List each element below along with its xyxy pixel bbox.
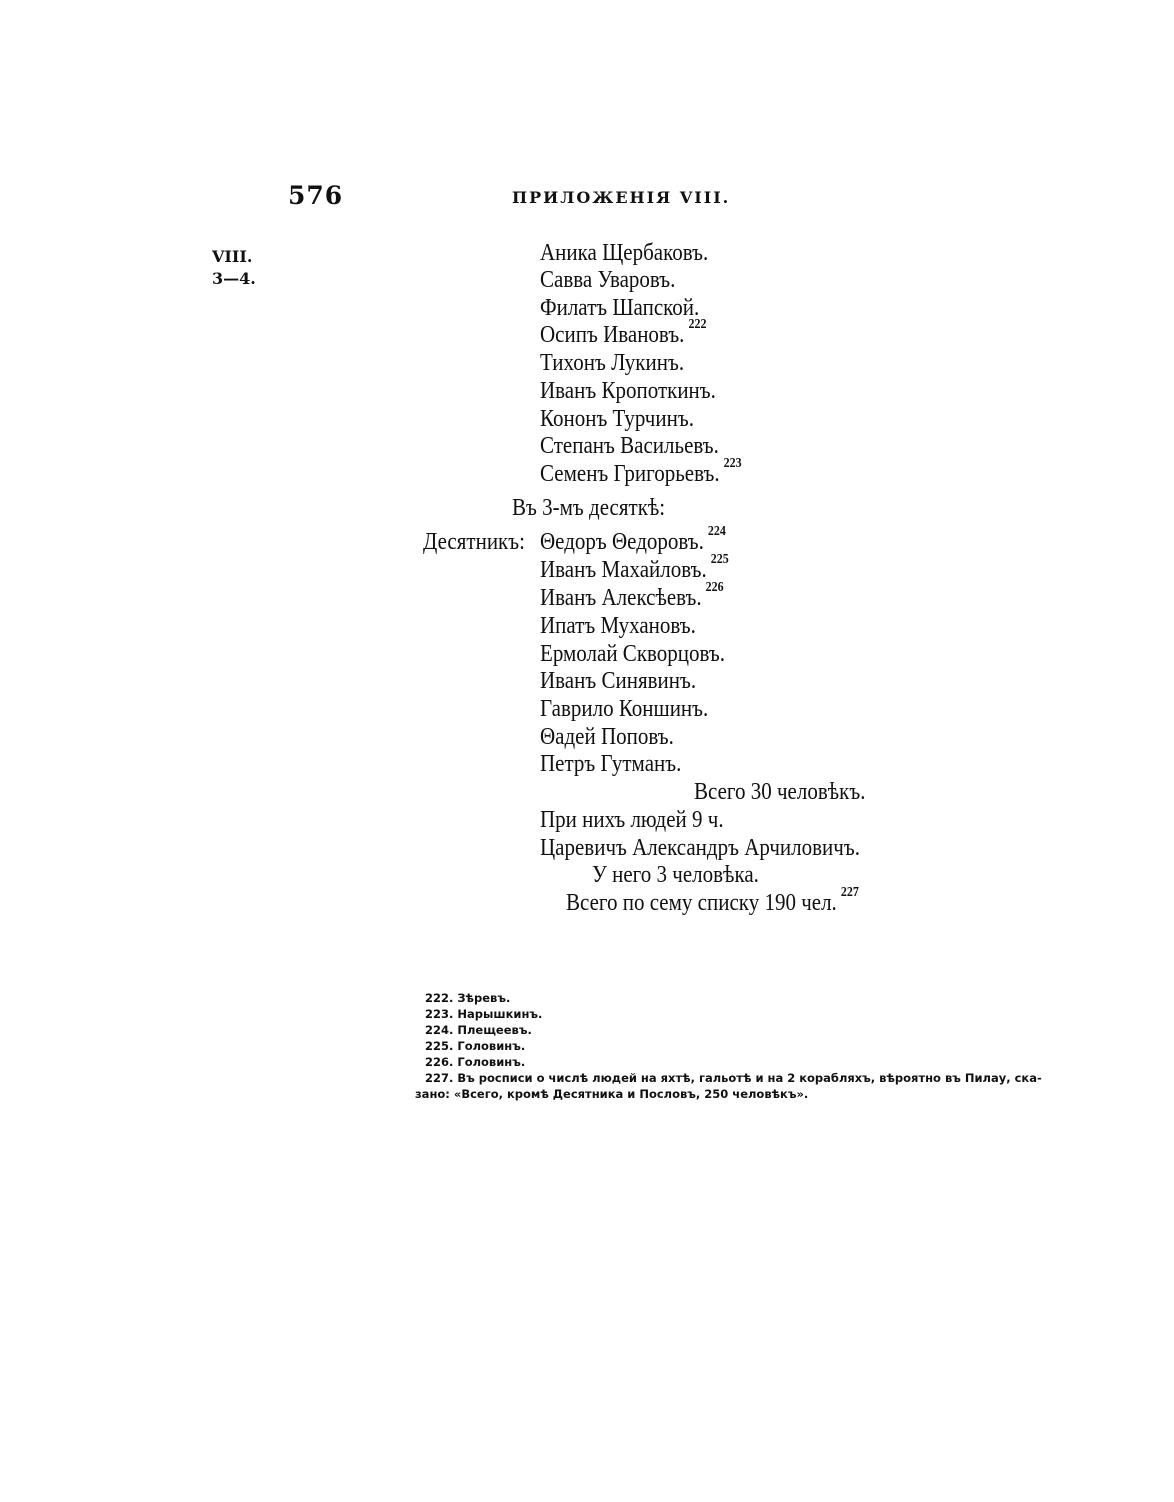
footnote-ref: 223 [723,454,742,471]
roster-name: Иванъ Кропоткинъ. [540,376,716,404]
footnotes [415,990,1042,1102]
footnote: 227. Въ росписи о числѣ людей на яхтѣ, гальотѣ и на 2 корабляхъ, вѣроятно въ Пилау, ска- [425,1071,1042,1085]
margin-note-line: VIII. [212,247,253,266]
footnote-ref: 226 [705,578,724,595]
roster-name: Кононъ Турчинъ. [540,404,694,432]
footnote: 224. Плещеевъ. [425,1023,532,1037]
footnote-ref: 224 [707,522,726,539]
roster-name: Тихонъ Лукинъ. [540,348,685,376]
page-number: 576 [288,181,344,210]
total-30: Всего 30 человѣкъ. [694,777,866,805]
roster-name: Филатъ Шапской. [540,293,700,321]
grand-total: Всего по сему списку 190 чел. [566,888,837,916]
roster-name: Иванъ Алексѣевъ. [540,583,702,611]
tsarevich-line: Царевичъ Александръ Арчиловичъ. [540,833,860,861]
footnote: 223. Нарышкинъ. [425,1007,543,1021]
servants-line: При нихъ людей 9 ч. [540,805,724,833]
roster-line [540,550,729,584]
roster-line [540,454,742,488]
margin-note-line: 3—4. [212,269,256,288]
footnote-ref: 222 [688,315,707,332]
section-heading: Въ 3-мъ десяткѣ: [512,493,666,521]
roster-name: Семенъ Григорьевъ. [540,459,720,487]
roster-line [540,522,726,556]
tsarevich-people: У него 3 человѣка. [592,860,759,888]
roster-name: Гаврило Коншинъ. [540,694,709,722]
footnote-ref: 225 [710,550,729,567]
roster-name: Аника Щербаковъ. [540,238,709,266]
roster-line [540,578,724,612]
footnote: 225. Головинъ. [425,1039,526,1053]
roster-name: Иванъ Махайловъ. [540,555,707,583]
footnote-ref: 227 [840,883,859,900]
grand-total-line [566,883,859,917]
roster-line [540,315,707,349]
roster-name: Ипатъ Мухановъ. [540,611,696,639]
running-title: ПРИЛОЖЕНIЯ VIII. [512,188,731,207]
footnote: 226. Головинъ. [425,1055,526,1069]
roster-name: Θедоръ Θедоровъ. [540,527,704,555]
roster-name: Савва Уваровъ. [540,265,676,293]
roster-name: Степанъ Васильевъ. [540,431,719,459]
roster-name: Петръ Гутманъ. [540,749,682,777]
margin-note [212,246,256,290]
roster-name: Ермолай Скворцовъ. [540,639,726,667]
roster-name: Осипъ Ивановъ. [540,320,685,348]
footnote-continuation: зано: «Всего, кромѣ Десятника и Пословъ, 250 человѣкъ». [415,1087,809,1101]
roster-name: Θадей Поповъ. [540,722,674,750]
footnote: 222. Зѣревъ. [425,991,511,1005]
foreman-label: Десятникъ: [423,527,525,555]
roster-name: Иванъ Синявинъ. [540,666,697,694]
